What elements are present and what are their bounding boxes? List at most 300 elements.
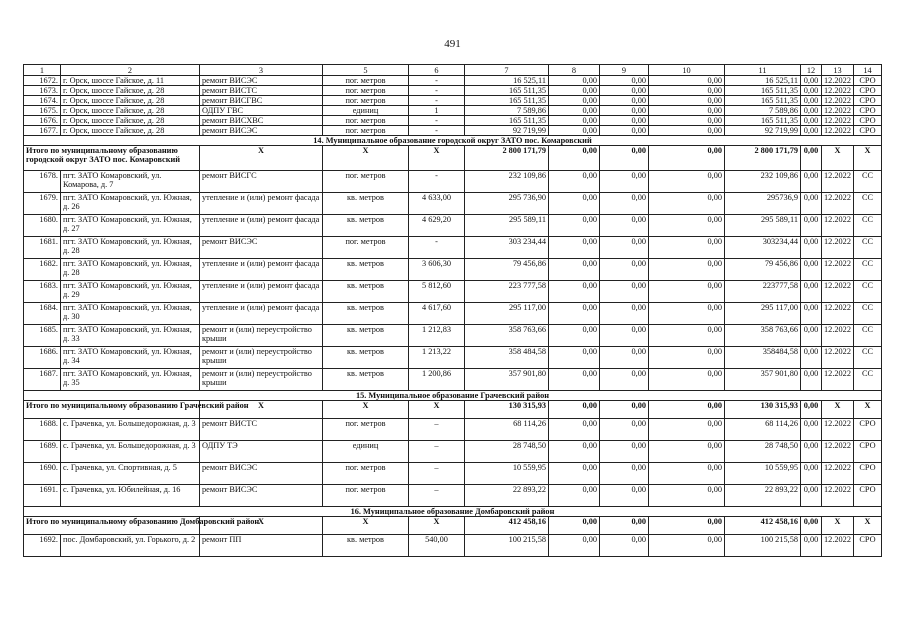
quantity-cell: - — [409, 126, 465, 136]
address-cell: пгт. ЗАТО Комаровский, ул. Южная, д. 28 — [61, 259, 200, 281]
date-cell: 12.2022 — [822, 116, 854, 126]
unit-cell: кв. метров — [323, 325, 409, 347]
fund-cell: 0,00 — [649, 171, 725, 193]
fund-cell: 0,00 — [649, 193, 725, 215]
total-cost-cell: 79 456,86 — [465, 259, 549, 281]
work-type-cell: ремонт ВИСЭС — [200, 126, 323, 136]
fund-cell: 0,00 — [801, 535, 822, 557]
column-number-cell: 14 — [854, 65, 882, 76]
fund-cell: 0,00 — [801, 237, 822, 259]
method-cell: СС — [854, 237, 882, 259]
table-row — [24, 215, 882, 237]
work-type-cell: ремонт ВИСЭС — [200, 76, 323, 86]
method-cell: СРО — [854, 96, 882, 106]
total-cost-cell: 295 736,90 — [465, 193, 549, 215]
date-cell: 12.2022 — [822, 369, 854, 391]
table-row — [24, 237, 882, 259]
fund-cell: 0,00 — [600, 535, 649, 557]
work-type-cell: ремонт ВИСТС — [200, 419, 323, 441]
fund-cell: 0,00 — [600, 116, 649, 126]
quantity-cell: - — [409, 86, 465, 96]
fund-cell: 0,00 — [801, 215, 822, 237]
row-number: 1688. — [24, 419, 61, 441]
subtotal-label: Итого по муниципальному образованию городской округ ЗАТО пос. Комаровский — [24, 146, 200, 171]
table-row — [24, 485, 882, 507]
method-cell: СС — [854, 171, 882, 193]
fund-cell: 0,00 — [549, 325, 600, 347]
fund-cell: 0,00 — [549, 193, 600, 215]
quantity-cell: 1 200,86 — [409, 369, 465, 391]
fund-cell: 0,00 — [649, 86, 725, 96]
address-cell: пгт. ЗАТО Комаровский, ул. Комарова, д. 7 — [61, 171, 200, 193]
address-cell: с. Грачевка, ул. Спортивная, д. 5 — [61, 463, 200, 485]
table-row — [24, 116, 882, 126]
fund-cell: 0,00 — [801, 259, 822, 281]
x-mark: X — [854, 401, 882, 419]
x-mark: X — [323, 517, 409, 535]
total-cost-cell: 165 511,35 — [465, 96, 549, 106]
address-cell: с. Грачевка, ул. Большедорожная, д. 3 — [61, 419, 200, 441]
unit-cell: единиц — [323, 106, 409, 116]
row-number: 1686. — [24, 347, 61, 369]
fund-cell: 0,00 — [600, 86, 649, 96]
fund-cell: 0,00 — [600, 441, 649, 463]
fund-cell: 0,00 — [549, 215, 600, 237]
work-type-cell: ремонт и (или) переустройство крыши — [200, 347, 323, 369]
row-number: 1689. — [24, 441, 61, 463]
address-cell: г. Орск, шоссе Гайское, д. 28 — [61, 86, 200, 96]
fund-cell: 0,00 — [801, 96, 822, 106]
fund-cell: 0,00 — [801, 86, 822, 96]
fund-cell: 0,00 — [549, 517, 600, 535]
method-cell: СРО — [854, 76, 882, 86]
fund-cell: 0,00 — [801, 146, 822, 171]
fund-cell: 0,00 — [600, 171, 649, 193]
subtotal-total: 412 458,16 — [465, 517, 549, 535]
date-cell: 12.2022 — [822, 126, 854, 136]
fund-cell: 0,00 — [549, 419, 600, 441]
address-cell: пгт. ЗАТО Комаровский, ул. Южная, д. 27 — [61, 215, 200, 237]
column-number-cell: 1 — [24, 65, 61, 76]
total-cost-cell: 358 484,58 — [465, 347, 549, 369]
work-type-cell: ремонт ПП — [200, 535, 323, 557]
table-row — [24, 419, 882, 441]
address-cell: пгт. ЗАТО Комаровский, ул. Южная, д. 33 — [61, 325, 200, 347]
date-cell: 12.2022 — [822, 215, 854, 237]
fund-cell: 0,00 — [649, 347, 725, 369]
total-cost-cell: 223 777,58 — [465, 281, 549, 303]
table-row — [24, 441, 882, 463]
work-type-cell: ремонт ВИСХВС — [200, 116, 323, 126]
subtotal-total: 2 800 171,79 — [465, 146, 549, 171]
column-number-cell: 3 — [200, 65, 323, 76]
fund-cell: 0,00 — [600, 517, 649, 535]
section-title-row — [24, 391, 882, 401]
method-cell: СРО — [854, 106, 882, 116]
fund-cell: 0,00 — [801, 441, 822, 463]
owner-funds-cell: 22 893,22 — [725, 485, 801, 507]
owner-funds-cell: 79 456,86 — [725, 259, 801, 281]
owner-funds-cell: 295736,9 — [725, 193, 801, 215]
fund-cell: 0,00 — [649, 237, 725, 259]
x-mark: X — [409, 517, 465, 535]
subtotal-owner-funds: 130 315,93 — [725, 401, 801, 419]
unit-cell: пог. метров — [323, 237, 409, 259]
total-cost-cell: 22 893,22 — [465, 485, 549, 507]
work-type-cell: ремонт ВИСЭС — [200, 237, 323, 259]
date-cell: 12.2022 — [822, 303, 854, 325]
date-cell: 12.2022 — [822, 259, 854, 281]
column-number-cell: 13 — [822, 65, 854, 76]
unit-cell: пог. метров — [323, 463, 409, 485]
table-row — [24, 96, 882, 106]
fund-cell: 0,00 — [801, 126, 822, 136]
fund-cell: 0,00 — [801, 193, 822, 215]
x-mark: X — [854, 517, 882, 535]
fund-cell: 0,00 — [801, 106, 822, 116]
fund-cell: 0,00 — [600, 96, 649, 106]
subtotal-label: Итого по муниципальному образованию Грачевский район — [24, 401, 200, 419]
total-cost-cell: 7 589,86 — [465, 106, 549, 116]
fund-cell: 0,00 — [649, 126, 725, 136]
fund-cell: 0,00 — [600, 485, 649, 507]
column-number-cell: 10 — [649, 65, 725, 76]
section-title-row — [24, 507, 882, 517]
subtotal-label: Итого по муниципальному образованию Домбаровский район — [24, 517, 200, 535]
fund-cell: 0,00 — [649, 401, 725, 419]
address-cell: пгт. ЗАТО Комаровский, ул. Южная, д. 34 — [61, 347, 200, 369]
unit-cell: кв. метров — [323, 259, 409, 281]
method-cell: СС — [854, 281, 882, 303]
fund-cell: 0,00 — [600, 281, 649, 303]
row-number: 1684. — [24, 303, 61, 325]
date-cell: 12.2022 — [822, 193, 854, 215]
quantity-cell: – — [409, 441, 465, 463]
subtotal-row — [24, 517, 882, 535]
address-cell: пгт. ЗАТО Комаровский, ул. Южная, д. 30 — [61, 303, 200, 325]
date-cell: 12.2022 — [822, 96, 854, 106]
fund-cell: 0,00 — [649, 419, 725, 441]
method-cell: СС — [854, 325, 882, 347]
work-type-cell: ОДПУ ГВС — [200, 106, 323, 116]
address-cell: г. Орск, шоссе Гайское, д. 28 — [61, 116, 200, 126]
method-cell: СС — [854, 303, 882, 325]
unit-cell: кв. метров — [323, 347, 409, 369]
date-cell: 12.2022 — [822, 76, 854, 86]
fund-cell: 0,00 — [801, 485, 822, 507]
quantity-cell: 540,00 — [409, 535, 465, 557]
row-number: 1676. — [24, 116, 61, 126]
row-number: 1675. — [24, 106, 61, 116]
owner-funds-cell: 357 901,80 — [725, 369, 801, 391]
fund-cell: 0,00 — [600, 259, 649, 281]
capital-repair-table — [23, 64, 882, 557]
row-number: 1682. — [24, 259, 61, 281]
subtotal-owner-funds: 412 458,16 — [725, 517, 801, 535]
address-cell: пгт. ЗАТО Комаровский, ул. Южная, д. 35 — [61, 369, 200, 391]
total-cost-cell: 303 234,44 — [465, 237, 549, 259]
fund-cell: 0,00 — [600, 303, 649, 325]
fund-cell: 0,00 — [649, 303, 725, 325]
date-cell: 12.2022 — [822, 419, 854, 441]
quantity-cell: 1 212,83 — [409, 325, 465, 347]
fund-cell: 0,00 — [649, 116, 725, 126]
fund-cell: 0,00 — [549, 303, 600, 325]
address-cell: с. Грачевка, ул. Большедорожная, д. 3 — [61, 441, 200, 463]
column-number-cell: 11 — [725, 65, 801, 76]
row-number: 1681. — [24, 237, 61, 259]
fund-cell: 0,00 — [649, 281, 725, 303]
row-number: 1690. — [24, 463, 61, 485]
fund-cell: 0,00 — [600, 146, 649, 171]
work-type-cell: утепление и (или) ремонт фасада — [200, 259, 323, 281]
page-number: 491 — [444, 38, 461, 50]
x-mark: X — [200, 517, 323, 535]
fund-cell: 0,00 — [649, 146, 725, 171]
unit-cell: пог. метров — [323, 86, 409, 96]
quantity-cell: 1 213,22 — [409, 347, 465, 369]
work-type-cell: утепление и (или) ремонт фасада — [200, 281, 323, 303]
fund-cell: 0,00 — [549, 485, 600, 507]
address-cell: пгт. ЗАТО Комаровский, ул. Южная, д. 28 — [61, 237, 200, 259]
quantity-cell: 3 606,30 — [409, 259, 465, 281]
owner-funds-cell: 92 719,99 — [725, 126, 801, 136]
work-type-cell: ремонт ВИСЭС — [200, 485, 323, 507]
owner-funds-cell: 358484,58 — [725, 347, 801, 369]
table-row — [24, 193, 882, 215]
fund-cell: 0,00 — [549, 463, 600, 485]
total-cost-cell: 165 511,35 — [465, 116, 549, 126]
method-cell: СС — [854, 369, 882, 391]
method-cell: СРО — [854, 463, 882, 485]
work-type-cell: ремонт ВИСЭС — [200, 463, 323, 485]
table-row — [24, 171, 882, 193]
fund-cell: 0,00 — [549, 369, 600, 391]
subtotal-total: 130 315,93 — [465, 401, 549, 419]
method-cell: СС — [854, 259, 882, 281]
fund-cell: 0,00 — [649, 325, 725, 347]
fund-cell: 0,00 — [600, 419, 649, 441]
table-row — [24, 76, 882, 86]
fund-cell: 0,00 — [549, 171, 600, 193]
owner-funds-cell: 100 215,58 — [725, 535, 801, 557]
table-row — [24, 86, 882, 96]
date-cell: 12.2022 — [822, 441, 854, 463]
row-number: 1673. — [24, 86, 61, 96]
date-cell: 12.2022 — [822, 485, 854, 507]
total-cost-cell: 232 109,86 — [465, 171, 549, 193]
owner-funds-cell: 28 748,50 — [725, 441, 801, 463]
fund-cell: 0,00 — [549, 259, 600, 281]
fund-cell: 0,00 — [801, 116, 822, 126]
method-cell: СРО — [854, 126, 882, 136]
x-mark: X — [409, 146, 465, 171]
date-cell: 12.2022 — [822, 171, 854, 193]
total-cost-cell: 16 525,11 — [465, 76, 549, 86]
fund-cell: 0,00 — [549, 281, 600, 303]
owner-funds-cell: 165 511,35 — [725, 86, 801, 96]
fund-cell: 0,00 — [801, 419, 822, 441]
fund-cell: 0,00 — [649, 535, 725, 557]
fund-cell: 0,00 — [801, 517, 822, 535]
quantity-cell: 5 812,60 — [409, 281, 465, 303]
owner-funds-cell: 232 109,86 — [725, 171, 801, 193]
fund-cell: 0,00 — [600, 401, 649, 419]
quantity-cell: - — [409, 237, 465, 259]
fund-cell: 0,00 — [649, 259, 725, 281]
total-cost-cell: 68 114,26 — [465, 419, 549, 441]
table-row — [24, 106, 882, 116]
unit-cell: пог. метров — [323, 419, 409, 441]
address-cell: г. Орск, шоссе Гайское, д. 28 — [61, 96, 200, 106]
total-cost-cell: 100 215,58 — [465, 535, 549, 557]
method-cell: СРО — [854, 116, 882, 126]
total-cost-cell: 295 117,00 — [465, 303, 549, 325]
work-type-cell: утепление и (или) ремонт фасада — [200, 215, 323, 237]
quantity-cell: 4 617,60 — [409, 303, 465, 325]
column-number-cell: 2 — [61, 65, 200, 76]
fund-cell: 0,00 — [649, 76, 725, 86]
fund-cell: 0,00 — [600, 463, 649, 485]
table-row — [24, 463, 882, 485]
method-cell: СРО — [854, 441, 882, 463]
unit-cell: кв. метров — [323, 535, 409, 557]
column-number-cell: 5 — [323, 65, 409, 76]
fund-cell: 0,00 — [801, 347, 822, 369]
unit-cell: пог. метров — [323, 485, 409, 507]
x-mark: X — [409, 401, 465, 419]
unit-cell: пог. метров — [323, 171, 409, 193]
method-cell: СС — [854, 193, 882, 215]
work-type-cell: ремонт и (или) переустройство крыши — [200, 369, 323, 391]
x-mark: X — [822, 146, 854, 171]
fund-cell: 0,00 — [549, 347, 600, 369]
fund-cell: 0,00 — [600, 347, 649, 369]
unit-cell: кв. метров — [323, 303, 409, 325]
x-mark: X — [822, 517, 854, 535]
method-cell: СРО — [854, 535, 882, 557]
method-cell: СС — [854, 347, 882, 369]
quantity-cell: - — [409, 116, 465, 126]
total-cost-cell: 357 901,80 — [465, 369, 549, 391]
address-cell: г. Орск, шоссе Гайское, д. 11 — [61, 76, 200, 86]
section-title-row — [24, 136, 882, 146]
fund-cell: 0,00 — [549, 96, 600, 106]
x-mark: X — [323, 401, 409, 419]
table-row — [24, 347, 882, 369]
fund-cell: 0,00 — [649, 106, 725, 116]
table-row — [24, 126, 882, 136]
owner-funds-cell: 165 511,35 — [725, 96, 801, 106]
subtotal-row — [24, 146, 882, 171]
address-cell: г. Орск, шоссе Гайское, д. 28 — [61, 106, 200, 116]
total-cost-cell: 295 589,11 — [465, 215, 549, 237]
fund-cell: 0,00 — [801, 303, 822, 325]
x-mark: X — [200, 401, 323, 419]
date-cell: 12.2022 — [822, 325, 854, 347]
address-cell: пос. Домбаровский, ул. Горького, д. 2 — [61, 535, 200, 557]
column-number-row — [24, 65, 882, 76]
unit-cell: единиц — [323, 441, 409, 463]
address-cell: г. Орск, шоссе Гайское, д. 28 — [61, 126, 200, 136]
subtotal-row — [24, 401, 882, 419]
total-cost-cell: 165 511,35 — [465, 86, 549, 96]
owner-funds-cell: 68 114,26 — [725, 419, 801, 441]
fund-cell: 0,00 — [549, 76, 600, 86]
date-cell: 12.2022 — [822, 237, 854, 259]
total-cost-cell: 10 559,95 — [465, 463, 549, 485]
column-number-cell: 6 — [409, 65, 465, 76]
fund-cell: 0,00 — [549, 441, 600, 463]
owner-funds-cell: 303234,44 — [725, 237, 801, 259]
row-number: 1683. — [24, 281, 61, 303]
row-number: 1674. — [24, 96, 61, 106]
unit-cell: кв. метров — [323, 369, 409, 391]
fund-cell: 0,00 — [801, 171, 822, 193]
owner-funds-cell: 223777,58 — [725, 281, 801, 303]
column-number-cell: 9 — [600, 65, 649, 76]
quantity-cell: - — [409, 96, 465, 106]
work-type-cell: утепление и (или) ремонт фасада — [200, 303, 323, 325]
owner-funds-cell: 358 763,66 — [725, 325, 801, 347]
total-cost-cell: 92 719,99 — [465, 126, 549, 136]
unit-cell: пог. метров — [323, 76, 409, 86]
fund-cell: 0,00 — [649, 215, 725, 237]
fund-cell: 0,00 — [549, 116, 600, 126]
fund-cell: 0,00 — [549, 535, 600, 557]
method-cell: СРО — [854, 86, 882, 96]
work-type-cell: ремонт и (или) переустройство крыши — [200, 325, 323, 347]
total-cost-cell: 358 763,66 — [465, 325, 549, 347]
fund-cell: 0,00 — [549, 401, 600, 419]
unit-cell: пог. метров — [323, 126, 409, 136]
quantity-cell: - — [409, 76, 465, 86]
table-row — [24, 303, 882, 325]
address-cell: с. Грачевка, ул. Юбилейная, д. 16 — [61, 485, 200, 507]
quantity-cell: 4 633,00 — [409, 193, 465, 215]
date-cell: 12.2022 — [822, 463, 854, 485]
owner-funds-cell: 10 559,95 — [725, 463, 801, 485]
column-number-cell: 8 — [549, 65, 600, 76]
unit-cell: кв. метров — [323, 215, 409, 237]
owner-funds-cell: 7 589,86 — [725, 106, 801, 116]
work-type-cell: ремонт ВИСГС — [200, 171, 323, 193]
row-number: 1672. — [24, 76, 61, 86]
row-number: 1678. — [24, 171, 61, 193]
table-row — [24, 281, 882, 303]
table-row — [24, 259, 882, 281]
work-type-cell: ремонт ВИСТС — [200, 86, 323, 96]
quantity-cell: 1 — [409, 106, 465, 116]
row-number: 1687. — [24, 369, 61, 391]
row-number: 1692. — [24, 535, 61, 557]
fund-cell: 0,00 — [549, 106, 600, 116]
column-number-cell: 7 — [465, 65, 549, 76]
unit-cell: пог. метров — [323, 96, 409, 106]
row-number: 1691. — [24, 485, 61, 507]
fund-cell: 0,00 — [600, 193, 649, 215]
work-type-cell: ОДПУ ТЭ — [200, 441, 323, 463]
quantity-cell: 4 629,20 — [409, 215, 465, 237]
owner-funds-cell: 165 511,35 — [725, 116, 801, 126]
x-mark: X — [822, 401, 854, 419]
section-title: 14. Муниципальное образование городской округ ЗАТО пос. Комаровский — [24, 136, 882, 146]
row-number: 1685. — [24, 325, 61, 347]
fund-cell: 0,00 — [600, 215, 649, 237]
fund-cell: 0,00 — [801, 325, 822, 347]
fund-cell: 0,00 — [649, 96, 725, 106]
fund-cell: 0,00 — [600, 237, 649, 259]
